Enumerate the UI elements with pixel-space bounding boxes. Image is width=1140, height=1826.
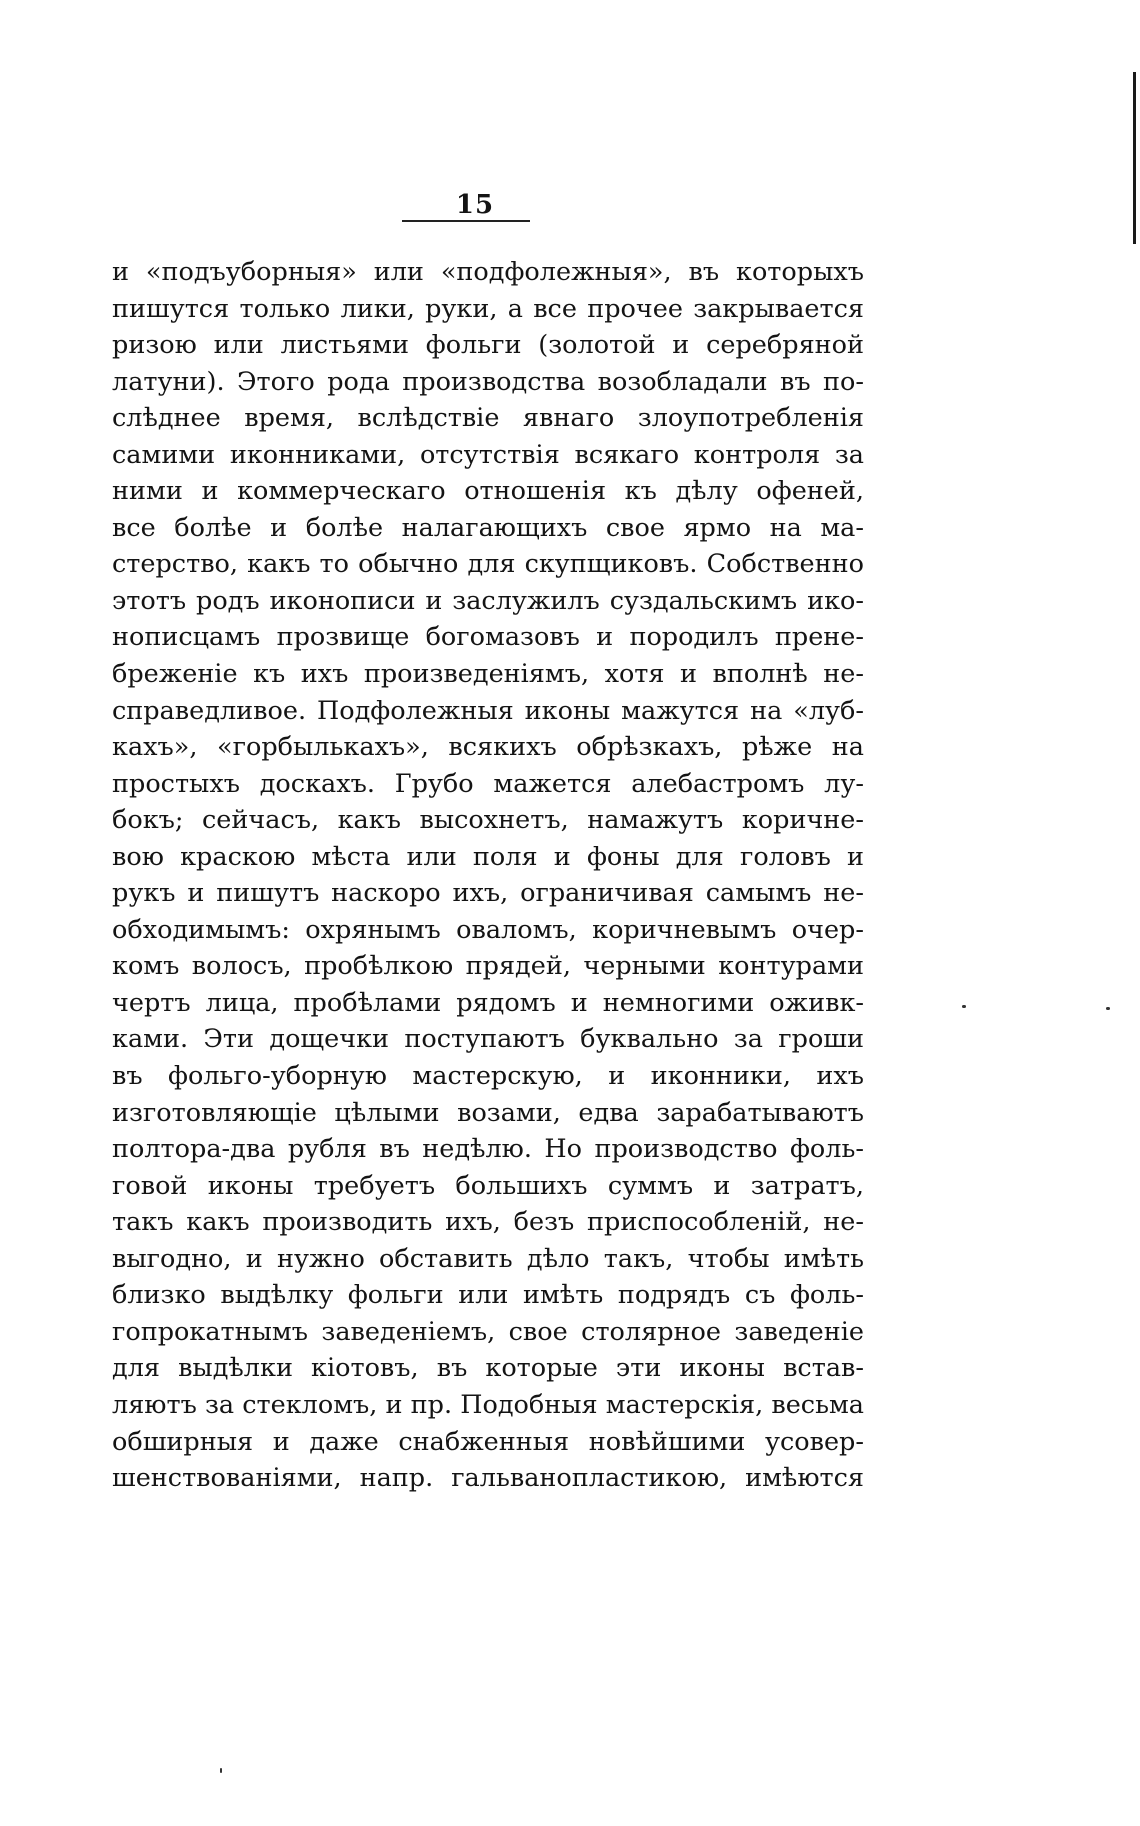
text-line: все болѣе и болѣе налагающихъ свое ярмо на ма- xyxy=(112,512,864,543)
text-line: латуни). Этого рода производства возобладали въ по- xyxy=(112,366,864,397)
text-line: простыхъ доскахъ. Грубо мажется алебастромъ лу- xyxy=(112,768,864,799)
text-line: ляютъ за стекломъ, и пр. Подобныя мастерскія, весьма xyxy=(112,1389,864,1420)
text-line: для выдѣлки кіотовъ, въ которые эти иконы встав- xyxy=(112,1353,864,1384)
text-line: ками. Эти дощечки поступаютъ буквально за гроши xyxy=(112,1024,864,1055)
text-line: бокъ; сейчасъ, какъ высохнетъ, намажутъ коричне- xyxy=(112,805,864,836)
text-line: справедливое. Подфолежныя иконы мажутся на «луб- xyxy=(112,695,864,726)
text-line: этотъ родъ иконописи и заслужилъ суздальскимъ ико- xyxy=(112,585,864,616)
text-line: говой иконы требуетъ большихъ суммъ и затратъ, xyxy=(112,1170,864,1201)
text-line: въ фольго-уборную мастерскую, и иконники, ихъ xyxy=(112,1061,864,1092)
text-line: выгодно, и нужно обставить дѣло такъ, чтобы имѣть xyxy=(112,1243,864,1274)
text-line: самими иконниками, отсутствія всякаго контроля за xyxy=(112,439,864,470)
text-line: ними и коммерческаго отношенія къ дѣлу офеней, xyxy=(112,476,864,507)
scan-speck xyxy=(1106,1007,1110,1010)
text-line: слѣднее время, вслѣдствіе явнаго злоупотребленія xyxy=(112,403,864,434)
text-line: нописцамъ прозвище богомазовъ и породилъ прене- xyxy=(112,622,864,653)
body-text xyxy=(112,254,864,1497)
text-line: обширныя и даже снабженныя новѣйшими усовер- xyxy=(112,1426,864,1457)
text-line: полтора-два рубля въ недѣлю. Но производство фоль- xyxy=(112,1134,864,1165)
text-line: гопрокатнымъ заведеніемъ, свое столярное заведеніе xyxy=(112,1316,864,1347)
text-line: чертъ лица, пробѣлами рядомъ и немногими оживк- xyxy=(112,987,864,1018)
scan-speck xyxy=(962,1005,966,1008)
text-line: изготовляющіе цѣлыми возами, едва зарабатываютъ xyxy=(112,1097,864,1128)
text-line: рукъ и пишутъ наскоро ихъ, ограничивая самымъ не- xyxy=(112,878,864,909)
scan-speck xyxy=(220,1768,222,1773)
page-number-rule xyxy=(402,220,530,222)
text-line: и «подъуборныя» или «подфолежныя», въ которыхъ xyxy=(112,257,864,287)
text-line: кахъ», «горбылькахъ», всякихъ обрѣзкахъ, рѣже на xyxy=(112,732,864,763)
text-line: обходимымъ: охрянымъ оваломъ, коричневымъ очер- xyxy=(112,914,864,945)
text-line: вою краскою мѣста или поля и фоны для головъ и xyxy=(112,841,864,872)
text-line: ризою или листьями фольги (золотой и серебряной xyxy=(112,330,864,361)
text-line: близко выдѣлку фольги или имѣть подрядъ съ фоль- xyxy=(112,1280,864,1311)
text-line: такъ какъ производить ихъ, безъ приспособленій, не- xyxy=(112,1207,864,1238)
page-number: 15 xyxy=(455,190,495,220)
text-line: стерство, какъ то обычно для скупщиковъ. Собственно xyxy=(112,549,864,580)
text-line: шенствованіями, напр. гальванопластикою, имѣются xyxy=(112,1463,864,1494)
text-line: пишутся только лики, руки, а все прочее закрывается xyxy=(112,293,864,324)
text-line: комъ волосъ, пробѣлкою прядей, черными контурами xyxy=(112,951,864,982)
scan-edge-mark xyxy=(1133,72,1136,244)
text-line: бреженіе къ ихъ произведеніямъ, хотя и вполнѣ не- xyxy=(112,659,864,690)
